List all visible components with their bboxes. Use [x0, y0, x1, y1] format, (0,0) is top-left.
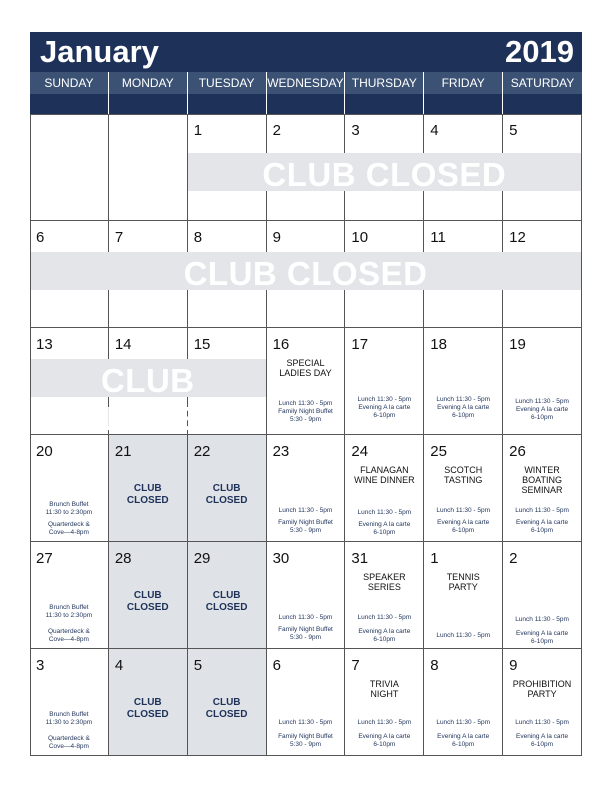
day-number: 5	[509, 122, 518, 139]
day-cell	[188, 435, 267, 542]
day-cell	[267, 328, 346, 435]
day-cell	[267, 649, 346, 756]
day-cell	[424, 542, 503, 649]
day-cell	[424, 328, 503, 435]
event-detail: Lunch 11:30 - 5pm Evening A la carte 6-10pm	[357, 396, 412, 419]
event-detail: Brunch Buffet 11:30 to 2:30pm	[45, 604, 93, 619]
event-title: TENNIS PARTY	[446, 572, 480, 592]
weekday-header-row	[30, 72, 582, 94]
year-title: 2019	[505, 34, 574, 69]
day-number: 22	[193, 443, 211, 460]
day-cell	[503, 328, 582, 435]
day-number: 6	[36, 229, 45, 246]
day-cell	[30, 542, 109, 649]
day-cell	[503, 649, 582, 756]
day-number: 30	[272, 550, 290, 567]
event-detail: Evening A la carte 6-10pm	[516, 733, 569, 748]
club-closed-label: CLUB CLOSED	[205, 590, 248, 613]
event-detail: Evening A la carte 6-10pm	[516, 519, 569, 534]
day-cell	[345, 328, 424, 435]
club-closed-label: CLUB CLOSED	[126, 590, 169, 613]
spacer-cell	[503, 94, 582, 114]
spacer-cell	[345, 94, 424, 114]
day-number: 2	[272, 122, 281, 139]
event-detail: Family Night Buffet 5:30 - 9pm	[278, 733, 333, 748]
day-number: 9	[272, 229, 281, 246]
club-closed-band-text: CLUB CLOSED	[77, 362, 219, 437]
day-cell	[345, 435, 424, 542]
weekday-tuesday: TUESDAY	[188, 72, 267, 94]
day-cell	[109, 114, 188, 221]
event-detail: Lunch 11:30 - 5pm	[278, 719, 333, 726]
day-cell	[424, 435, 503, 542]
day-cell	[30, 435, 109, 542]
event-detail: Family Night Buffet 5:30 - 9pm	[278, 519, 333, 534]
day-cell	[30, 649, 109, 756]
day-cell	[345, 542, 424, 649]
club-closed-label: CLUB CLOSED	[205, 697, 248, 720]
event-detail: Evening A la carte 6-10pm	[358, 733, 411, 748]
day-cell	[424, 649, 503, 756]
event-detail: Evening A la carte 6-10pm	[516, 630, 569, 645]
day-number: 9	[509, 657, 518, 674]
event-title: FLANAGAN WINE DINNER	[354, 465, 415, 485]
day-number: 29	[193, 550, 211, 567]
calendar-header	[30, 32, 582, 72]
event-detail: Lunch 11:30 - 5pm	[357, 509, 412, 516]
event-detail: Lunch 11:30 - 5pm Family Night Buffet 5:30 - 9pm	[278, 400, 333, 423]
event-detail: Quarterdeck & Cove—4-8pm	[47, 628, 90, 643]
calendar-grid	[30, 114, 582, 756]
event-detail: Lunch 11:30 - 5pm	[436, 632, 491, 639]
day-number: 26	[509, 443, 526, 460]
spacer-cell	[188, 94, 267, 114]
weekday-thursday: THURSDAY	[345, 72, 424, 94]
club-closed-band-text: CLUB CLOSED	[262, 156, 507, 193]
day-cell	[30, 114, 109, 221]
spacer-cell	[267, 94, 346, 114]
day-number: 13	[36, 336, 53, 353]
event-detail: Evening A la carte 6-10pm	[358, 628, 411, 643]
day-cell	[345, 649, 424, 756]
day-number: 19	[509, 336, 526, 353]
day-cell	[503, 542, 582, 649]
day-number: 17	[351, 336, 369, 353]
club-closed-label: CLUB CLOSED	[126, 483, 169, 506]
day-number: 27	[36, 550, 53, 567]
day-cell	[109, 435, 188, 542]
club-closed-label: CLUB CLOSED	[205, 483, 248, 506]
event-title: PROHIBITION PARTY	[512, 679, 572, 699]
day-cell	[503, 435, 582, 542]
day-cell	[109, 649, 188, 756]
day-number: 4	[114, 657, 124, 674]
day-number: 14	[114, 336, 132, 353]
spacer-cell	[424, 94, 503, 114]
event-detail: Lunch 11:30 - 5pm	[515, 719, 569, 726]
day-number: 25	[430, 443, 447, 460]
day-number: 1	[193, 122, 203, 139]
header-spacer-row	[30, 94, 582, 114]
day-number: 3	[351, 122, 360, 139]
weekday-wednesday: WEDNESDAY	[267, 72, 346, 94]
event-title: TRIVIA NIGHT	[369, 679, 399, 699]
event-title: SPECIAL LADIES DAY	[279, 358, 332, 378]
spacer-cell	[109, 94, 188, 114]
club-closed-band	[30, 252, 581, 290]
event-detail: Brunch Buffet 11:30 to 2:30pm	[45, 501, 93, 516]
day-number: 1	[430, 550, 439, 567]
day-cell	[188, 542, 267, 649]
event-detail: Lunch 11:30 - 5pm	[515, 507, 569, 514]
spacer-cell	[30, 94, 109, 114]
club-closed-band-text: CLUB CLOSED	[183, 255, 428, 292]
event-detail: Quarterdeck & Cove—4-8pm	[47, 735, 90, 750]
day-number: 2	[509, 550, 518, 567]
club-closed-band	[30, 359, 266, 437]
day-cell	[267, 435, 346, 542]
day-number: 11	[430, 229, 446, 246]
day-number: 10	[351, 229, 369, 246]
event-detail: Lunch 11:30 - 5pm Evening A la carte 6-10pm	[515, 398, 569, 421]
day-number: 18	[430, 336, 447, 353]
day-number: 15	[193, 336, 211, 353]
day-number: 6	[272, 657, 281, 674]
weekday-saturday: SATURDAY	[503, 72, 582, 94]
month-title: January	[40, 34, 159, 69]
day-number: 8	[430, 657, 439, 674]
event-detail: Lunch 11:30 - 5pm	[357, 719, 412, 726]
event-title: WINTER BOATING SEMINAR	[521, 465, 563, 495]
day-number: 24	[351, 443, 369, 460]
day-number: 28	[114, 550, 132, 567]
event-detail: Lunch 11:30 - 5pm	[278, 614, 333, 621]
day-number: 7	[351, 657, 360, 674]
event-detail: Evening A la carte 6-10pm	[437, 519, 490, 534]
day-cell	[109, 542, 188, 649]
event-title: SPEAKER SERIES	[363, 572, 406, 592]
event-detail: Family Night Buffet 5:30 - 9pm	[278, 626, 333, 641]
event-detail: Lunch 11:30 - 5pm Evening A la carte 6-10pm	[436, 396, 491, 419]
event-detail: Lunch 11:30 - 5pm	[436, 719, 491, 726]
weekday-monday: MONDAY	[109, 72, 188, 94]
weekday-friday: FRIDAY	[424, 72, 503, 94]
event-title: SCOTCH TASTING	[444, 465, 483, 485]
day-number: 20	[36, 443, 53, 460]
event-detail: Quarterdeck & Cove—4-8pm	[47, 521, 90, 536]
day-number: 8	[193, 229, 203, 246]
day-number: 4	[430, 122, 439, 139]
club-closed-label: CLUB CLOSED	[126, 697, 169, 720]
day-number: 23	[272, 443, 290, 460]
weekday-sunday: SUNDAY	[30, 72, 109, 94]
club-closed-band	[188, 153, 581, 191]
event-detail: Lunch 11:30 - 5pm	[436, 507, 491, 514]
event-detail: Brunch Buffet 11:30 to 2:30pm	[45, 711, 93, 726]
day-cell	[188, 649, 267, 756]
day-number: 31	[351, 550, 369, 567]
event-detail: Lunch 11:30 - 5pm	[278, 507, 333, 514]
event-detail: Evening A la carte 6-10pm	[437, 733, 490, 748]
day-number: 7	[114, 229, 124, 246]
event-detail: Evening A la carte 6-10pm	[358, 521, 411, 536]
day-number: 3	[36, 657, 45, 674]
day-cell	[267, 542, 346, 649]
event-detail: Lunch 11:30 - 5pm	[515, 616, 569, 623]
day-number: 21	[114, 443, 132, 460]
day-number: 5	[193, 657, 203, 674]
day-number: 12	[509, 229, 526, 246]
day-number: 16	[272, 336, 290, 353]
event-detail: Lunch 11:30 - 5pm	[357, 614, 412, 621]
